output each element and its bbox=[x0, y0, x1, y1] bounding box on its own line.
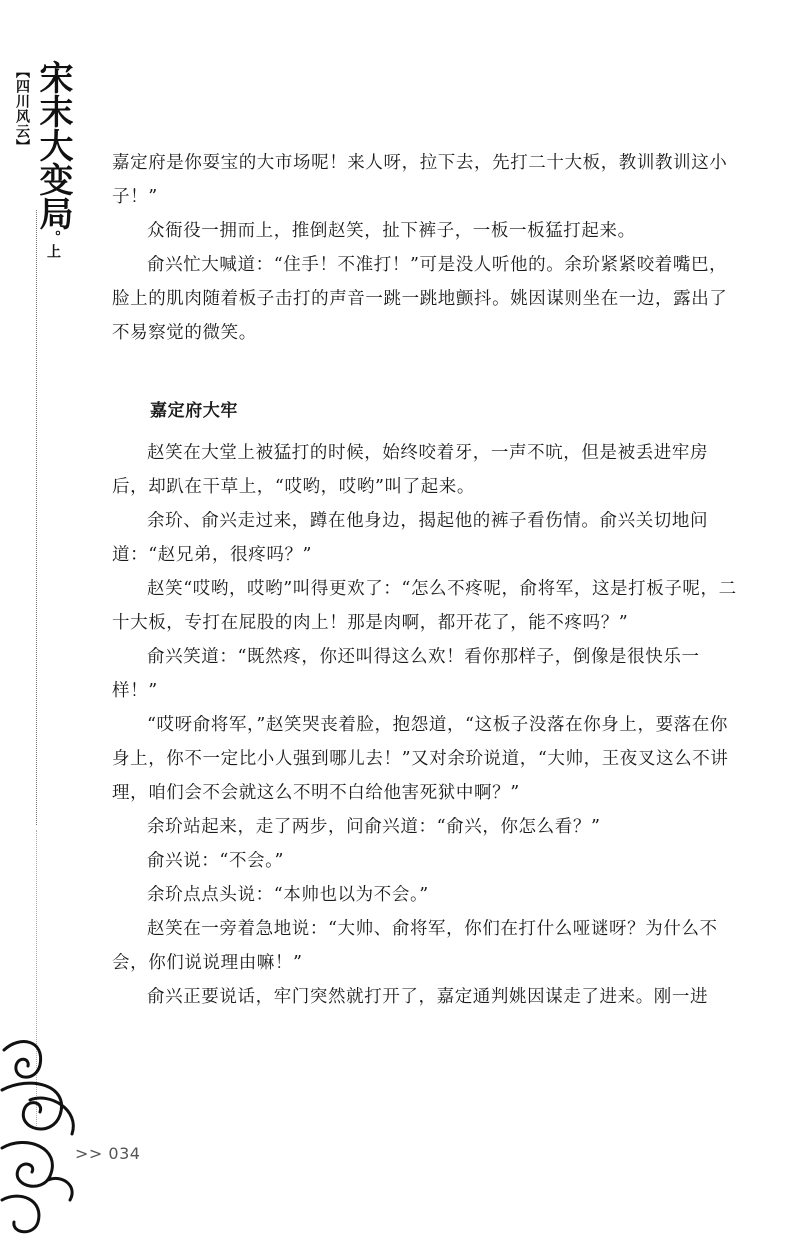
book-title-text: 宋末大变局 bbox=[33, 60, 73, 230]
paragraph: 俞兴忙大喊道：“住手！不准打！”可是没人听他的。余玠紧紧咬着嘴巴，脸上的肌肉随着板子击打的声音一跳一跳地颤抖。姚因谋则坐在一边，露出了不易察觉的微笑。 bbox=[112, 255, 728, 343]
paragraph: 俞兴正要说话，牢门突然就打开了，嘉定通判姚因谋走了进来。刚一进 bbox=[147, 987, 709, 1007]
page-body bbox=[112, 146, 742, 1014]
paragraph: 赵笑在大堂上被猛打的时候，始终咬着牙，一声不吭，但是被丢进牢房后，却趴在干草上，“哎哟，哎哟”叫了起来。 bbox=[112, 443, 709, 497]
paragraph: 余玠、俞兴走过来，蹲在他身边，揭起他的裤子看伤情。俞兴关切地问道：“赵兄弟，很疼吗？” bbox=[112, 511, 709, 565]
page-number: >> 034 bbox=[75, 1144, 141, 1163]
margin-dotted-rule bbox=[36, 210, 37, 825]
cloud-ornament-icon bbox=[0, 1030, 90, 1243]
section-heading: 嘉定府大牢 bbox=[150, 401, 238, 421]
paragraph: “哎呀俞将军，”赵笑哭丧着脸，抱怨道，“这板子没落在你身上，要落在你身上，你不一定比小人强到哪儿去！”又对余玠说道，“大帅，王夜叉这么不讲理，咱们会不会就这么不明不白给他害死狱中啊？” bbox=[112, 715, 729, 803]
paragraph: 俞兴说：“不会。” bbox=[147, 851, 285, 871]
paragraph: 余玠站起来，走了两步，问俞兴道：“俞兴，你怎么看？” bbox=[147, 817, 601, 837]
paragraph: 余玠点点头说：“本帅也以为不会。” bbox=[147, 885, 429, 905]
volume-mark: 。上 bbox=[45, 230, 61, 258]
paragraph: 嘉定府是你耍宝的大市场呢！来人呀，拉下去，先打二十大板，教训教训这小子！” bbox=[112, 153, 728, 207]
series-tag: 【四川风云】 bbox=[14, 64, 30, 154]
book-title bbox=[34, 60, 72, 258]
paragraph: 赵笑“哎哟，哎哟”叫得更欢了：“怎么不疼呢，俞将军，这是打板子呢，二十大板，专打在屁股的肉上！那是肉啊，都开花了，能不疼吗？” bbox=[112, 579, 737, 633]
paragraph: 赵笑在一旁着急地说：“大帅、俞将军，你们在打什么哑谜呀？为什么不会，你们说说理由嘛！” bbox=[112, 919, 718, 973]
paragraph: 众衙役一拥而上，推倒赵笑，扯下裤子，一板一板猛打起来。 bbox=[147, 221, 636, 241]
paragraph: 俞兴笑道：“既然疼，你还叫得这么欢！看你那样子，倒像是很快乐一样！” bbox=[112, 647, 700, 701]
